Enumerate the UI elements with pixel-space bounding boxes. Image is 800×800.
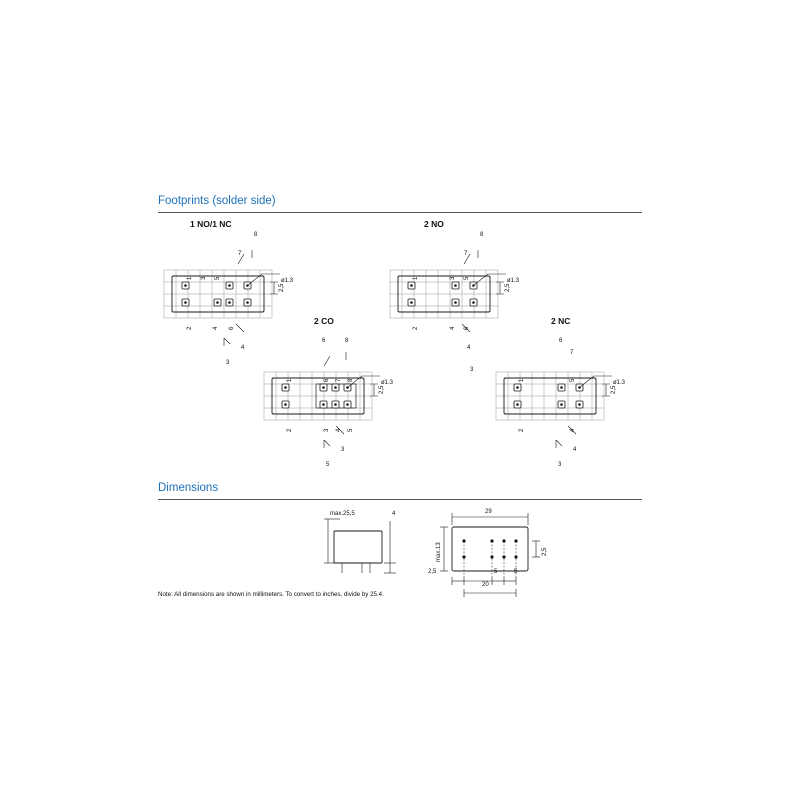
pin-number: 1 [413, 276, 419, 280]
pin-number: 6 [324, 378, 330, 382]
pin-number: 4 [450, 326, 456, 330]
hole-diameter-label: ø1.3 [281, 278, 294, 284]
pin-number: 2 [187, 326, 193, 330]
dimension-pitch-right-label: 2,5 [542, 547, 548, 556]
callout: 5 [326, 462, 330, 468]
pitch-label: 2,5 [611, 385, 617, 394]
pin-number: 8 [348, 378, 354, 382]
pin-number: 1 [187, 276, 193, 280]
callout: 6 [322, 338, 326, 344]
pin-number: 6 [464, 326, 470, 330]
pitch-label: 2,5 [505, 283, 511, 292]
pin-number: 5 [570, 378, 576, 382]
pin-number: 4 [213, 326, 219, 330]
hole-diameter-label: ø1.3 [381, 380, 394, 386]
footprint-label-2no: 2 NO [424, 219, 444, 229]
hole-diameter-label: ø1.3 [507, 278, 520, 284]
pin-number: 1 [287, 378, 293, 382]
callout: 8 [345, 338, 349, 344]
dimension-width-label: 29 [485, 509, 492, 515]
pin-number: 5 [348, 428, 354, 432]
footprint-label-1no1nc: 1 NO/1 NC [190, 219, 232, 229]
pin-number: 3 [201, 276, 207, 280]
section-divider-footprints [158, 212, 642, 213]
footprint-label-2co: 2 CO [314, 316, 334, 326]
section-divider-dimensions [158, 499, 642, 500]
dimension-height-label: max.25,5 [330, 511, 355, 517]
callout: 8 [480, 232, 484, 238]
pin-number: 5 [215, 276, 221, 280]
pin-number: 4 [570, 428, 576, 432]
callout: 7 [570, 350, 574, 356]
dimension-inner-width-label: 20 [482, 582, 489, 588]
callout: 3 [558, 462, 562, 468]
callout: 4 [467, 345, 471, 351]
pin-number: 3 [450, 276, 456, 280]
callout: 4 [241, 345, 245, 351]
callout: 8 [254, 232, 258, 238]
callout: 7 [464, 251, 468, 257]
pitch-label: 2,5 [379, 385, 385, 394]
dimension-side-view [310, 505, 420, 595]
dimensions-note: Note: All dimensions are shown in millimeters. To convert to inches, divide by 25.4. [158, 591, 384, 598]
dimension-depth-label: max.13 [436, 542, 442, 562]
callout: 3 [226, 360, 230, 366]
pin-number: 1 [519, 378, 525, 382]
pitch-label: 2,5 [279, 283, 285, 292]
footprint-diagram-2co [258, 330, 398, 470]
footprint-diagram-2nc [490, 330, 630, 470]
pin-number: 5 [464, 276, 470, 280]
pin-number: 6 [229, 326, 235, 330]
pin-number: 4 [336, 428, 342, 432]
callout: 4 [573, 447, 577, 453]
callout: 7 [238, 251, 242, 257]
callout: 6 [559, 338, 563, 344]
pin-number: 2 [413, 326, 419, 330]
pin-number: 7 [336, 378, 342, 382]
callout: 3 [470, 367, 474, 373]
dimension-edge-left-label: 2,5 [428, 569, 437, 575]
footprint-label-2nc: 2 NC [551, 316, 571, 326]
hole-diameter-label: ø1.3 [613, 380, 626, 386]
pin-number: 2 [287, 428, 293, 432]
dimension-edge-mid-label: 5 [494, 569, 498, 575]
dimension-edge-right-label: 5 [514, 569, 518, 575]
section-title-footprints: Footprints (solder side) [158, 195, 276, 207]
dimension-pin-length-label: 4 [392, 511, 396, 517]
callout: 3 [341, 447, 345, 453]
pin-number: 3 [324, 428, 330, 432]
pin-number: 2 [519, 428, 525, 432]
dimension-top-view [428, 505, 558, 600]
section-title-dimensions: Dimensions [158, 482, 219, 494]
